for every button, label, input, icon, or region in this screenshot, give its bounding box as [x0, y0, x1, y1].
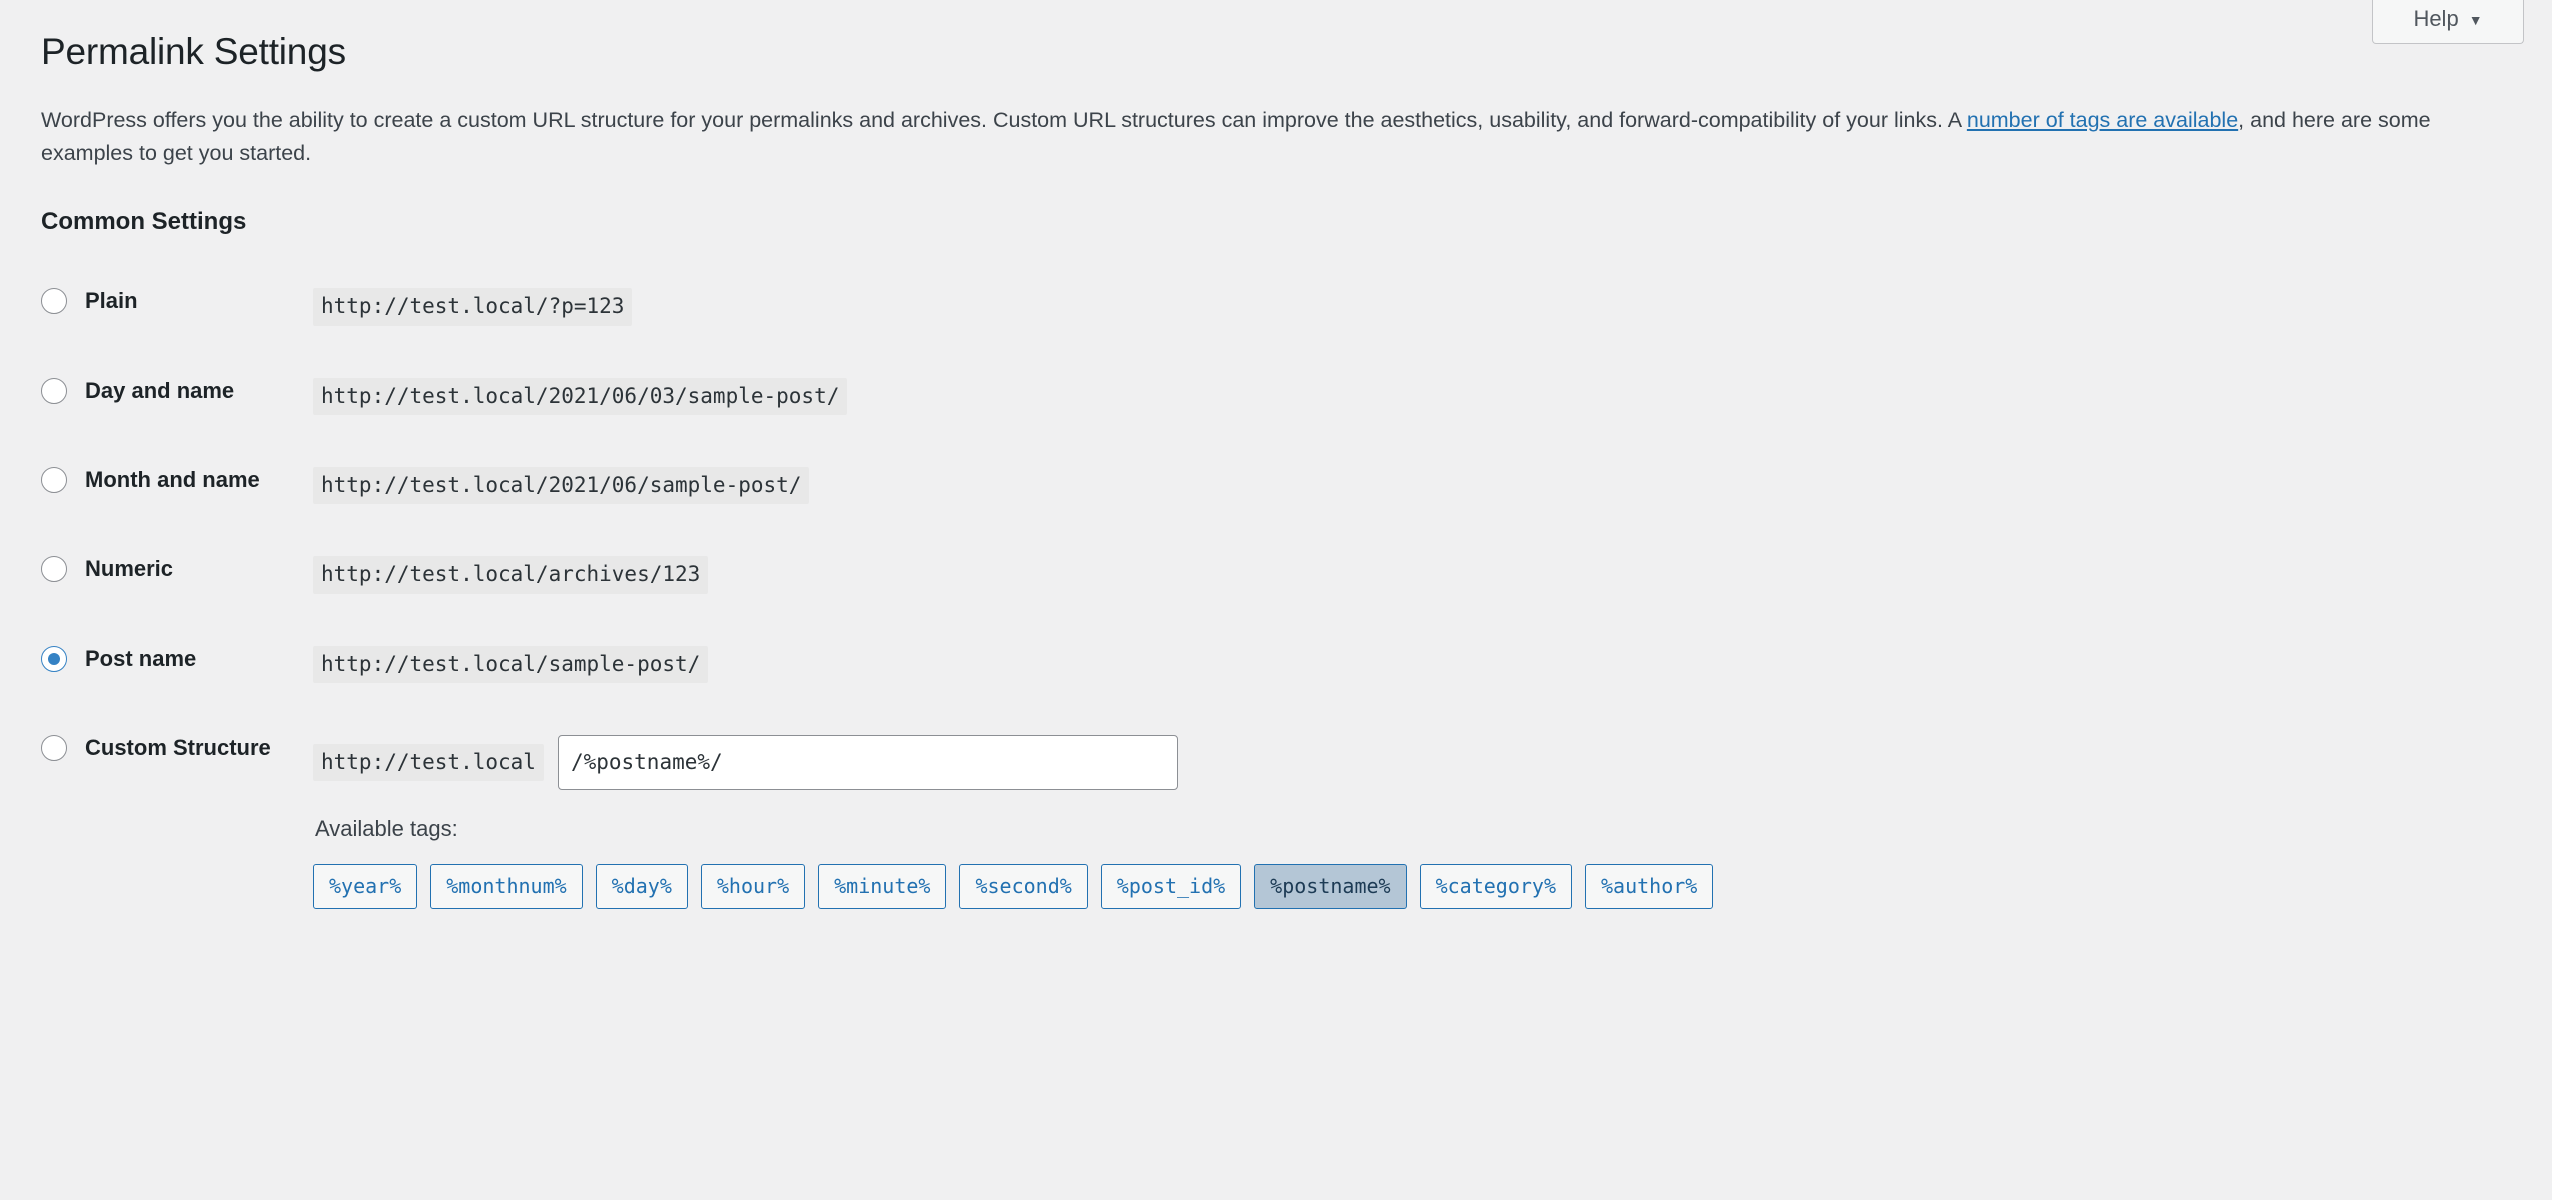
table-row	[41, 441, 2341, 530]
radio-numeric-label: Numeric	[85, 556, 174, 582]
option-example-day-and-name	[313, 352, 2341, 441]
help-tab-label: Help	[2413, 5, 2459, 31]
page-description	[41, 104, 2521, 171]
page-title: Permalink Settings	[41, 31, 346, 72]
tag-button-monthnum[interactable]: %monthnum%	[430, 864, 582, 909]
radio-month-and-name-label: Month and name	[85, 466, 260, 492]
table-row	[41, 530, 2341, 619]
common-settings-heading: Common Settings	[41, 207, 247, 235]
radio-month-and-name-circle-icon[interactable]	[41, 467, 67, 493]
permalink-options-table	[41, 262, 2341, 934]
tag-button-postname[interactable]: %postname%	[1254, 864, 1406, 909]
available-tags-label: Available tags:	[315, 815, 458, 841]
radio-custom-structure[interactable]	[41, 735, 313, 761]
intro-text-before: WordPress offers you the ability to create a custom URL structure for your permalinks and archives. Custom URL structures can improve the aesthetics, usability, and forward-compatibility of your links. A	[41, 108, 1967, 133]
custom-structure-input-row	[313, 735, 2341, 790]
custom-structure-base-url: http://test.local	[313, 744, 544, 781]
example-url-month-and-name: http://test.local/2021/06/sample-post/	[313, 467, 809, 504]
option-row-day-and-name	[41, 352, 313, 441]
option-row-plain	[41, 262, 313, 351]
option-row-custom-structure	[41, 709, 313, 935]
radio-post-name-circle-icon[interactable]	[41, 646, 67, 672]
table-row	[41, 620, 2341, 709]
option-row-numeric	[41, 530, 313, 619]
example-url-day-and-name: http://test.local/2021/06/03/sample-post/	[313, 378, 847, 415]
available-tags-list	[313, 864, 2341, 909]
tag-button-category[interactable]: %category%	[1420, 864, 1572, 909]
custom-structure-cell	[313, 709, 2341, 935]
tag-button-day[interactable]: %day%	[596, 864, 688, 909]
option-row-post-name	[41, 620, 313, 709]
radio-custom-structure-label: Custom Structure	[85, 734, 271, 760]
tag-button-second[interactable]: %second%	[959, 864, 1087, 909]
option-example-month-and-name	[313, 441, 2341, 530]
chevron-down-icon: ▼	[2468, 11, 2483, 28]
option-example-plain	[313, 262, 2341, 351]
radio-post-name-label: Post name	[85, 645, 197, 671]
tag-button-author[interactable]: %author%	[1585, 864, 1713, 909]
example-url-plain: http://test.local/?p=123	[313, 288, 632, 325]
table-row	[41, 352, 2341, 441]
radio-month-and-name[interactable]	[41, 467, 313, 493]
radio-plain-label: Plain	[85, 288, 138, 314]
table-row	[41, 262, 2341, 351]
radio-day-and-name[interactable]	[41, 378, 313, 404]
example-url-post-name: http://test.local/sample-post/	[313, 646, 708, 683]
available-tags-link[interactable]: number of tags are available	[1966, 108, 2239, 133]
radio-day-and-name-label: Day and name	[85, 377, 235, 403]
option-row-month-and-name	[41, 441, 313, 530]
radio-custom-structure-circle-icon[interactable]	[41, 735, 67, 761]
radio-day-and-name-circle-icon[interactable]	[41, 378, 67, 404]
custom-structure-input[interactable]	[558, 735, 1178, 790]
intro-text-after: , and here are some examples to get you started.	[41, 108, 2431, 166]
radio-numeric-circle-icon[interactable]	[41, 556, 67, 582]
option-example-numeric	[313, 530, 2341, 619]
table-row	[41, 709, 2341, 935]
example-url-numeric: http://test.local/archives/123	[313, 556, 708, 593]
radio-plain[interactable]	[41, 288, 313, 314]
option-example-post-name	[313, 620, 2341, 709]
tag-button-minute[interactable]: %minute%	[818, 864, 946, 909]
tag-button-hour[interactable]: %hour%	[701, 864, 805, 909]
tag-button-year[interactable]: %year%	[313, 864, 417, 909]
radio-post-name[interactable]	[41, 646, 313, 672]
help-tab-toggle[interactable]	[2372, 0, 2524, 44]
radio-plain-circle-icon[interactable]	[41, 288, 67, 314]
radio-numeric[interactable]	[41, 556, 313, 582]
tag-button-post-id[interactable]: %post_id%	[1101, 864, 1241, 909]
